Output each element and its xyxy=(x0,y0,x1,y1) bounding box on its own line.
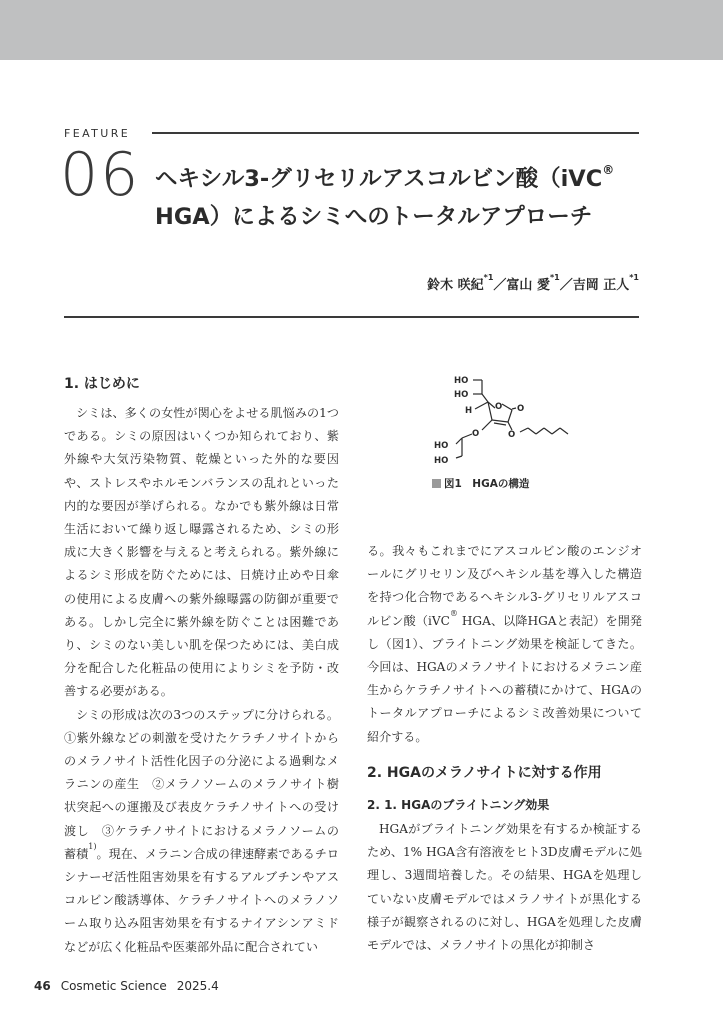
caption-square-icon xyxy=(432,479,441,488)
journal-issue: 2025.4 xyxy=(176,979,219,993)
reference-mark: 1) xyxy=(88,841,97,851)
structure-atom-label: HO xyxy=(454,390,469,400)
author-affiliation-mark: *1 xyxy=(549,273,560,282)
author-affiliation-mark: *1 xyxy=(483,273,494,282)
paragraph xyxy=(367,540,642,749)
title-line-2: HGA）によるシミへのトータルアプローチ xyxy=(155,204,593,230)
structure-atom-label: HO xyxy=(434,441,449,451)
author-affiliation-mark: *1 xyxy=(629,273,639,282)
structure-atom-label: HO xyxy=(454,376,469,386)
author-separator: ／ xyxy=(493,278,507,293)
paragraph: HGAがブライトニング効果を有するか検証するため、1% HGA含有溶液をヒト3D皮膚モデルに処理し、3週間培養した。その結果、HGAを処理していない皮膚モデルではメラノサイトが黒化する様子が観察されるのに対し、HGAを処理した皮膚モデルでは、メラノサイトの黒化が抑制さ xyxy=(367,822,642,953)
figure-hga-structure xyxy=(420,370,580,470)
page-number: 46 xyxy=(34,979,51,993)
paragraph xyxy=(64,704,339,959)
feature-rule xyxy=(152,132,639,134)
structure-atom-label: HO xyxy=(434,456,449,466)
header-separator-rule xyxy=(64,316,639,318)
structure-atom-label: O xyxy=(472,429,480,439)
structure-atom-label: H xyxy=(465,406,473,416)
paragraph-text: シミの形成は次の3つのステップに分けられる。①紫外線などの刺激を受けたケラチノサイトからのメラノサイト活性化因子の分泌による過剰なメラニンの産生 ②メラノソームのメラノサイト樹状突起への運搬及び表皮ケラチノサイトへの受け渡し ③ケラチノサイトにおけるメラノソームの蓄積 xyxy=(64,707,339,861)
right-column-body xyxy=(367,540,642,749)
title-line-1-text: ヘキシル3-グリセリルアスコルビン酸（iVC xyxy=(155,166,603,192)
article-title xyxy=(155,160,635,236)
section-heading-melanocyte: 2. HGAのメラノサイトに対する作用 xyxy=(367,765,602,781)
structure-atom-label: O xyxy=(495,402,503,412)
subsection-heading-brightening: 2. 1. HGAのブライトニング効果 xyxy=(367,798,550,812)
structure-atom-label: O xyxy=(517,404,525,414)
paragraph-text: る。我々もこれまでにアスコルビン酸のエンジオールにグリセリン及びヘキシル基を導入した構造を持つ化合物であるヘキシル3-グリセリルアスコルビン酸（iVC xyxy=(367,544,642,628)
registered-mark: ® xyxy=(449,608,458,618)
paragraph: シミは、多くの女性が関心をよせる肌悩みの1つである。シミの原因はいくつか知られており、紫外線や大気汚染物質、乾燥といった外的な要因や、ストレスやホルモンバランスの乱れといった内的な要因が挙げられる。なかでも紫外線は日常生活において繰り返し曝露されるため、シミの形成に大きく影響を与えると考えられる。紫外線によるシミ形成を防ぐためには、日焼け止めや日傘の使用による皮膚への紫外線曝露の防御が重要である。しかし完全に紫外線を防ぐことは困難であり、シミのない美しい肌を保つためには、美白成分を配合した化粧品の使用によりシミを予防・改善する必要がある。 xyxy=(64,406,339,699)
author-name: 吉岡 正人 xyxy=(572,278,630,293)
structure-atom-label: O xyxy=(508,430,516,440)
author-separator: ／ xyxy=(559,278,573,293)
right-column-body-section2 xyxy=(367,818,642,957)
author-name: 富山 愛 xyxy=(506,278,550,293)
figure-caption-text: 図1 HGAの構造 xyxy=(444,478,530,490)
figure-caption xyxy=(432,476,529,491)
feature-number: 06 xyxy=(60,140,141,210)
page-footer xyxy=(34,979,219,993)
journal-name: Cosmetic Science xyxy=(60,979,167,993)
title-line-1 xyxy=(155,160,635,198)
section-heading-introduction: 1. はじめに xyxy=(64,376,140,392)
title-registered-mark: ® xyxy=(602,163,615,177)
left-column-body xyxy=(64,402,339,959)
top-header-band xyxy=(0,0,723,60)
author-name: 鈴木 咲紀 xyxy=(427,278,484,293)
paragraph-text: HGA、以降HGAと表記）を開発し（図1）、ブライトニング効果を検証してきた。今回は、HGAのメラノサイトにおけるメラニン産生からケラチノサイトへの蓄積にかけて、HGAのトータルアプローチによるシミ改善効果について紹介する。 xyxy=(367,613,642,744)
paragraph-text: 。現在、メラニン合成の律速酵素であるチロシナーゼ活性阻害効果を有するアルブチンやアスコルビン酸誘導体、ケラチノサイトへのメラノソーム取り込み阻害効果を有するナイアシンアミドなどが広く化粧品や医薬部外品に配合されてい xyxy=(64,846,339,954)
author-list xyxy=(427,274,639,293)
feature-label: FEATURE xyxy=(64,127,131,140)
chemical-structure-diagram xyxy=(420,370,580,470)
